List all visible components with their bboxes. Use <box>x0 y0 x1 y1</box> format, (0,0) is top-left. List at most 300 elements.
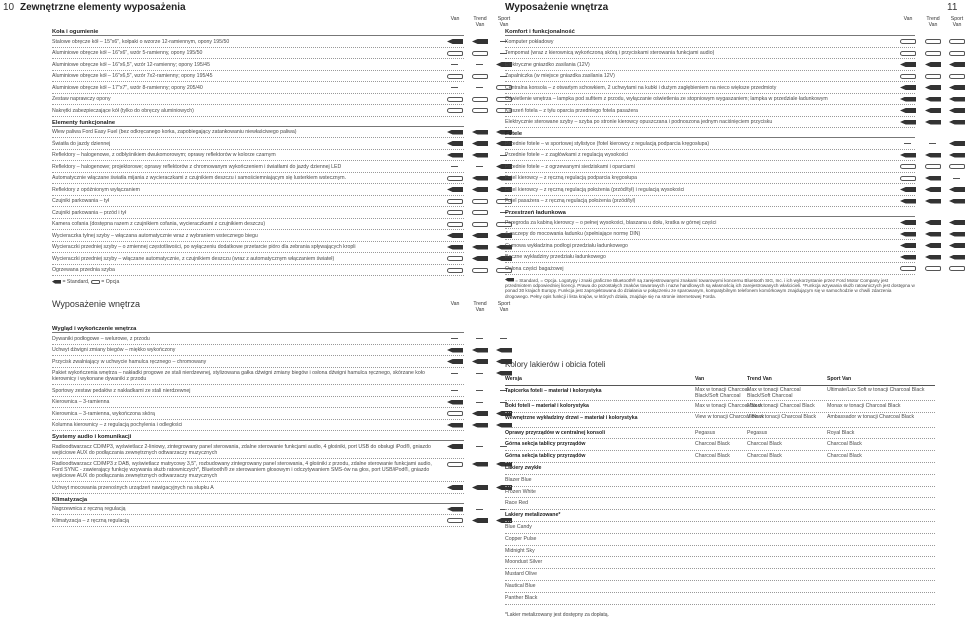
standard-icon <box>472 462 488 467</box>
option-icon <box>900 176 916 181</box>
column-header: Van <box>450 16 460 22</box>
standard-icon <box>52 280 61 284</box>
feature-row <box>52 265 464 277</box>
standard-icon <box>472 423 488 428</box>
colors-row <box>505 386 935 401</box>
standard-icon <box>925 153 941 158</box>
feature-label: Wycieraczki przedniej szyby – o zmiennej częstotliwości, po wyłączeniu dodatkowe przetarcie pióro dla zebrania spływających kropli <box>52 244 356 250</box>
not-available-icon <box>929 143 936 144</box>
colors-cell: Pegasus <box>695 429 716 436</box>
standard-icon <box>949 97 965 102</box>
feature-row <box>52 150 464 162</box>
colors-cell: Midnight Sky <box>505 547 535 554</box>
feature-label: Komputer pokładowy <box>505 38 554 45</box>
colors-cell: Charcoal Black <box>747 441 782 448</box>
feature-row <box>505 105 915 117</box>
colors-cell: Sport Van <box>827 376 852 382</box>
feature-row <box>52 253 464 265</box>
section-title: Fotele <box>505 128 915 138</box>
feature-label: Reflektory – halogenowe; projektorowe; oprawy reflektorów z chromowanym wykończeniem i światłami do jazdy dziennej LED <box>52 163 342 170</box>
legal-note <box>505 275 915 300</box>
feature-label: Automatycznie włączane światła mijania z wycieraczkami z czujnikiem deszczu i samościemniającym się lusterkiem wstecznym. <box>52 175 347 181</box>
standard-icon <box>949 199 965 204</box>
option-icon <box>472 210 488 215</box>
legal-note-text: = Standard, = Opcja. Logotypy i znaki graficzne Bluetooth® są zarejestrowanymi znakami towarowymi koncernu Bluetooth SIG, Inc. i ich wykorzystanie przez Ford Motor Company jest przedmiotem odpowiedniej licencji. Prawa do pozostałych znaków towarowych i nazw handlowych są własnością ich zarejestrowanych właścicieli. *Funkcja wzywania służb ratowniczych jest dostępna w ponad 30 krajach Europy. Funkcja jest zaprojektowana do działania w połączeniu ze sparowanym, kompatybilnym telefonem komórkowym znajdującym się w samochodzie w chwili zdarzenia drogowego. Pełny opis funkcji i lista krajów, w których działa, znajduje się na stronie internetowej Forda. <box>505 277 915 299</box>
standard-icon <box>949 62 965 67</box>
feature-row <box>505 252 915 264</box>
feature-row <box>52 196 464 208</box>
colors-cell: Max w tonacji Charcoal Black <box>695 402 763 409</box>
feature-label: Zapalniczka (w miejsce gniazdka zasilania 12V) <box>505 73 615 79</box>
feature-label: Boczne wykładziny przedziału ładunkowego <box>505 254 606 260</box>
feature-label: Wycieraczki przedniej szyby – włączane automatycznie, z czujnikiem deszczu (wraz z automatycznym włączaniem świateł) <box>52 255 335 262</box>
feature-row <box>52 59 464 71</box>
option-icon <box>900 39 916 44</box>
feature-row <box>52 459 464 483</box>
feature-label: Czujniki parkowania – tył <box>52 198 110 204</box>
feature-row <box>505 150 915 162</box>
not-available-icon <box>476 373 483 374</box>
option-icon <box>925 164 941 169</box>
standard-icon <box>472 348 488 353</box>
feature-label: Światła do jazdy dziennej <box>52 140 111 147</box>
colors-row <box>505 581 935 593</box>
standard-icon <box>925 255 941 260</box>
feature-label: Ogrzewana przednia szyba <box>52 267 115 273</box>
not-available-icon <box>476 64 483 65</box>
option-icon <box>949 39 965 44</box>
colors-row <box>505 451 935 463</box>
colors-cell: Max w tonacji Charcoal Black/Soft Charcoal <box>695 386 749 399</box>
colors-row <box>505 546 935 558</box>
option-icon <box>447 222 463 227</box>
standard-icon <box>900 85 916 90</box>
option-icon <box>447 176 463 181</box>
feature-label: Elektryczne gniazdko zasilania (12V) <box>505 61 590 68</box>
colors-row <box>505 557 935 569</box>
feature-label: Nagrzewnica z ręczną regulacją <box>52 506 126 512</box>
feature-row <box>52 230 464 242</box>
page-number-right: 11 <box>947 2 958 13</box>
colors-row <box>505 374 935 386</box>
feature-label: Fotel kierowcy – z ręczną regulacją położenia (przód/tył) i regulacją wysokości <box>505 186 685 193</box>
option-icon <box>447 74 463 79</box>
standard-icon <box>925 243 941 248</box>
standard-icon <box>925 97 941 102</box>
not-available-icon <box>451 166 458 167</box>
standard-icon <box>447 39 463 44</box>
option-icon <box>925 51 941 56</box>
feature-row <box>505 59 915 71</box>
column-header: Trend Van <box>473 301 487 313</box>
colors-row <box>505 510 935 522</box>
colors-cell: Race Red <box>505 500 529 507</box>
colors-row <box>505 428 935 440</box>
option-icon <box>900 164 916 169</box>
colors-footnote: *Lakier metalizowany jest dostępny za dopłatą. <box>505 611 609 618</box>
standard-icon <box>925 176 941 181</box>
feature-label: Aluminiowe obręcze kół – 16"x6,5", wzór 7x2-ramienny; opony 195/45 <box>52 73 213 79</box>
option-icon <box>447 210 463 215</box>
feature-label: Przednie fotele – z zagłówkami z regulacją wysokości <box>505 152 629 158</box>
feature-label: Radioodtwarzacz CD/MP3, wyświetlacz 2-liniowy, zintegrowany panel sterowania, zdalne sterowanie funkcjami audio, 4 głośniki, port USB do obsługi iPod®, gniazdo wejściowe AUX do podłączania zewnętrznych odtwarzaczy muzycznych <box>52 443 431 456</box>
feature-row <box>505 173 915 185</box>
feature-row <box>52 504 464 516</box>
standard-icon <box>447 130 463 135</box>
page-title-right: Wyposażenie wnętrza <box>505 2 609 13</box>
standard-icon <box>925 120 941 125</box>
interior-features-table <box>505 16 964 299</box>
feature-label: Dywaniki podłogowe – welurowe, z przodu <box>52 335 150 342</box>
column-header: Sport Van <box>950 16 964 28</box>
colors-row <box>505 522 935 534</box>
feature-label: Elektrycznie sterowane szyby – szyba po stronie kierowcy opuszczana i podnoszona jednym naciśnięciem przycisku <box>505 119 773 125</box>
feature-label: Zestaw naprawczy opony <box>52 96 111 102</box>
colors-cell: Mustard Olive <box>505 571 537 578</box>
option-icon <box>447 51 463 56</box>
feature-label: Reflektory – halogenowe, z odbłyśnikiem dwukomorowym; oprawy reflektorów w kolorze czarnym <box>52 152 276 158</box>
standard-icon <box>949 243 965 248</box>
colors-row <box>505 534 935 546</box>
feature-row <box>505 82 915 94</box>
standard-icon <box>949 220 965 225</box>
feature-label: Centralna konsola – z otwartym schowkiem, 2 uchwytami na kubki i dużym zagłębieniem na nieco większe przedmioty <box>505 84 777 91</box>
column-header: Sport Van <box>497 301 511 313</box>
feature-label: Kieszeń fotela – z tyłu oparcia przedniego fotela pasażera <box>505 107 638 114</box>
feature-label: Czujniki parkowania – przód i tył <box>52 209 127 216</box>
exterior-features-table <box>52 16 511 527</box>
not-available-icon <box>451 390 458 391</box>
option-icon <box>447 108 463 113</box>
standard-icon <box>472 411 488 416</box>
feature-label: Kierownica – 3-ramienna <box>52 399 110 405</box>
feature-row <box>52 242 464 254</box>
option-icon <box>925 74 941 79</box>
feature-row <box>52 173 464 185</box>
standard-icon <box>925 108 941 113</box>
colors-cell: Blazer Blue <box>505 476 532 483</box>
standard-icon <box>900 255 916 260</box>
colors-cell: Wersja <box>505 376 522 382</box>
colors-cell: Van <box>695 376 705 382</box>
section-title: Elementy funkcjonalne <box>52 117 464 127</box>
feature-label: Sportowy zestaw pedałów z nakładkami ze stali nierdzewnej <box>52 387 191 394</box>
standard-icon <box>505 278 514 282</box>
section-title: Wygląd i wykończenie wnętrza <box>52 323 464 333</box>
standard-icon <box>900 120 916 125</box>
standard-icon <box>447 233 463 238</box>
feature-label: Klimatyzacja – z ręczną regulacją <box>52 517 129 524</box>
option-icon <box>472 74 488 79</box>
feature-label: Stalowe obręcze kół – 15"x6", kołpaki o wzorze 12-ramiennym, opony 195/50 <box>52 38 230 45</box>
feature-label: Uchwyt dźwigni zmiany biegów – miękko wykończony <box>52 347 176 353</box>
option-icon <box>472 268 488 273</box>
colors-cell: Górna sekcja tablicy przyrządów <box>505 441 586 448</box>
colors-cell: Nautical Blue <box>505 582 536 589</box>
feature-label: Fotel pasażera – z ręczną regulacją położenia (przód/tył) <box>505 198 636 204</box>
not-available-icon <box>476 446 483 447</box>
colors-cell: View w tonacji Charcoal Black <box>747 413 817 420</box>
feature-label: 4 zaczepy do mocowania ładunku (spełniające normę DIN) <box>505 231 641 237</box>
standard-icon <box>925 220 941 225</box>
feature-label: Reflektory z opóźnionym wyłączaniem <box>52 186 140 193</box>
option-icon <box>447 97 463 102</box>
not-available-icon <box>476 509 483 510</box>
standard-icon <box>447 245 463 250</box>
colors-cell: Monax w tonacji Charcoal Black <box>827 402 901 409</box>
not-available-icon <box>500 338 507 339</box>
standard-icon <box>925 62 941 67</box>
standard-icon <box>472 39 488 44</box>
standard-icon <box>447 485 463 490</box>
option-icon <box>447 199 463 204</box>
standard-icon <box>900 187 916 192</box>
standard-icon <box>900 220 916 225</box>
colors-row <box>505 487 935 499</box>
option-icon <box>949 51 965 56</box>
colors-cell: Pegasus <box>747 429 768 436</box>
standard-icon <box>925 85 941 90</box>
feature-row <box>52 161 464 173</box>
feature-label: Gumowa wykładzina podłogi przedziału ładunkowego <box>505 242 628 249</box>
feature-label: Pakiet wykończenia wnętrza – nakładki progowe ze stali nierdzewnej, stylizowana gałka dźwigni zmiany biegów i osłona dźwigni hamulca ręcznego, skórzane koło kierownicy i wykonane dywaniki z przodu <box>52 370 425 382</box>
feature-label: Oświetlenie wnętrza – lampka pod sufitem z przodu, wyłączanie oświetlenia ze stopniowym wygaszaniem; lampka w przedziale ładunkowym <box>505 96 828 102</box>
option-icon <box>900 74 916 79</box>
feature-row <box>52 105 464 117</box>
feature-label: Przednie fotele – w sportowej stylistyce (fotel kierowcy z regulacją podparcia kręgosłupa) <box>505 140 710 147</box>
colors-cell: Tapicerka foteli – materiał i kolorystyka <box>505 387 602 394</box>
option-icon <box>472 97 488 102</box>
feature-row <box>505 196 915 208</box>
not-available-icon <box>476 338 483 339</box>
feature-row <box>505 263 915 275</box>
feature-row <box>505 94 915 106</box>
not-available-icon <box>451 64 458 65</box>
option-icon <box>949 266 965 271</box>
standard-icon <box>925 232 941 237</box>
feature-row <box>505 117 915 129</box>
page-number-left: 10 <box>3 2 15 13</box>
colors-row <box>505 413 935 428</box>
colors-cell: Charcoal Black <box>827 453 862 460</box>
feature-row <box>52 345 464 357</box>
standard-icon <box>472 485 488 490</box>
feature-label: Tempomat (wraz z kierownicą wykończoną skórą i przyciskami sterowania funkcjami audio) <box>505 50 715 56</box>
feature-row <box>505 229 915 241</box>
option-icon <box>925 266 941 271</box>
feature-row <box>52 71 464 83</box>
colors-cell: Charcoal Black <box>695 441 730 448</box>
colors-row <box>505 439 935 451</box>
option-icon <box>472 108 488 113</box>
standard-icon <box>949 85 965 90</box>
section-title: Koła i ogumienie <box>52 26 464 36</box>
feature-label: Przycisk zwalniający w uchwycie hamulca ręcznego – chromowany <box>52 358 207 365</box>
option-icon <box>949 74 965 79</box>
colors-row <box>505 463 935 475</box>
standard-icon <box>949 120 965 125</box>
colors-title: Kolory lakierów i obicia foteli <box>505 360 606 369</box>
colors-row <box>505 475 935 487</box>
colors-cell: Oprawy przyrządów w centralnej konsoli <box>505 429 606 436</box>
colors-row <box>505 401 935 413</box>
standard-icon <box>900 199 916 204</box>
colors-cell: Charcoal Black <box>747 453 782 460</box>
feature-label: Przegroda za kabiną kierowcy – o pełnej wysokości, blaszana u dołu, kratka w górnej części <box>505 219 717 226</box>
feature-row <box>52 420 464 432</box>
standard-icon <box>447 444 463 449</box>
feature-label: Radioodtwarzacz CD/MP3 z DAB, wyświetlacz matrycowy 3,5", rozbudowany zintegrowany panel sterowania, 4 głośniki z przodu, zdalne sterowanie funkcjami audio, Ford SYNC - zawierający funkcję wzywania służb ratowniczych*, Bluetooth® ze sterowaniem głosowym i odczytywaniem SMS-ów na głos, port USB/iPod®, gniazdo wejściowe AUX do podłączania zewnętrznych odtwarzaczy muzycznych <box>52 461 432 479</box>
colors-cell: Charcoal Black <box>827 441 862 448</box>
standard-icon <box>447 359 463 364</box>
colors-cell: Blue Candy <box>505 523 532 530</box>
feature-label: Aluminiowe obręcze kół – 16"x6,5", wzór 12-ramienny; opony 195/45 <box>52 61 210 68</box>
standard-icon <box>949 108 965 113</box>
colors-cell: View w tonacji Charcoal Black <box>695 413 765 420</box>
standard-icon <box>472 359 488 364</box>
feature-label: Kolumna kierownicy – z regulacją pochylenia i odległości <box>52 422 183 428</box>
standard-icon <box>925 199 941 204</box>
colors-cell: Copper Pulse <box>505 535 537 542</box>
colors-cell: Wewnętrzne wykładziny drzwi – materiał i kolorystyka <box>505 414 638 421</box>
option-icon <box>925 39 941 44</box>
option-icon <box>447 268 463 273</box>
standard-icon <box>900 243 916 248</box>
standard-icon <box>949 255 965 260</box>
feature-row <box>52 397 464 409</box>
feature-row <box>52 482 464 494</box>
standard-icon <box>949 232 965 237</box>
standard-icon <box>447 423 463 428</box>
section-title: Przestrzeń ładunkowa <box>505 207 915 217</box>
not-available-icon <box>953 178 960 179</box>
feature-row <box>52 138 464 150</box>
feature-row <box>505 184 915 196</box>
colors-cell: Frozen White <box>505 488 536 495</box>
feature-label: Osłona części bagażowej <box>505 265 564 272</box>
feature-label: Aluminiowe obręcze kół – 17"x7", wzór 8-ramienny; opony 205/40 <box>52 84 203 91</box>
feature-row <box>52 385 464 397</box>
feature-row <box>52 515 464 527</box>
feature-row <box>505 71 915 83</box>
standard-icon <box>472 256 488 261</box>
colors-cell: Charcoal Black <box>695 453 730 460</box>
feature-row <box>52 441 464 459</box>
standard-icon <box>472 176 488 181</box>
feature-label: Przednie fotele – z ogrzewanymi siedziskami i oparciami <box>505 163 635 170</box>
colors-cell: Lakiery zwykłe <box>505 464 542 471</box>
not-available-icon <box>476 166 483 167</box>
standard-icon <box>472 130 488 135</box>
feature-row <box>505 240 915 252</box>
standard-icon <box>447 400 463 405</box>
standard-icon <box>472 187 488 192</box>
feature-row <box>505 36 915 48</box>
feature-row <box>505 138 915 150</box>
standard-icon <box>447 348 463 353</box>
feature-row <box>52 82 464 94</box>
option-icon <box>91 280 100 284</box>
standard-icon <box>472 518 488 523</box>
standard-icon <box>949 141 965 146</box>
standard-icon <box>447 141 463 146</box>
feature-row <box>52 207 464 219</box>
interior-title: Wyposażenie wnętrza Van Trend Van Sport Van <box>52 299 464 323</box>
colors-cell: Górna sekcja tablicy przyrządów <box>505 453 586 460</box>
column-header: Trend Van <box>473 16 487 28</box>
feature-row <box>52 368 464 386</box>
feature-label: Fotel kierowcy – z ręczną regulacją podparcia kręgosłupa <box>505 175 638 181</box>
feature-label: Kierownica – 3-ramienna, wykończona skórą <box>52 410 155 417</box>
page-title-left: Zewnętrzne elementy wyposażenia <box>20 2 186 13</box>
colors-cell: Max w tonacji Charcoal Black <box>747 402 815 409</box>
feature-row <box>505 217 915 229</box>
not-available-icon <box>476 87 483 88</box>
feature-label: Kamera cofania (dostępna razem z czujnikiem cofania, wycieraczkami z czujnikiem deszczu) <box>52 221 266 227</box>
standard-icon <box>472 245 488 250</box>
feature-row <box>52 184 464 196</box>
feature-row <box>52 408 464 420</box>
option-icon <box>447 518 463 523</box>
option-icon <box>447 462 463 467</box>
option-icon <box>447 256 463 261</box>
not-available-icon <box>476 402 483 403</box>
not-available-icon <box>451 338 458 339</box>
standard-icon <box>925 187 941 192</box>
colors-cell: Lakiery metalizowane* <box>505 512 561 519</box>
feature-row <box>52 356 464 368</box>
feature-label: Uchwyt mocowania przenośnych urządzeń nawigacyjnych na słupku A <box>52 484 214 491</box>
feature-row <box>505 48 915 60</box>
colors-table <box>505 360 935 618</box>
not-available-icon <box>451 87 458 88</box>
feature-label: Nakrętki zabezpieczające kół (tylko do obręczy aluminiowych) <box>52 107 194 114</box>
colors-cell: Moondust Silver <box>505 559 543 566</box>
column-header: Trend Van <box>926 16 940 28</box>
feature-row <box>52 219 464 231</box>
standard-icon <box>472 141 488 146</box>
standard-icon <box>949 187 965 192</box>
standard-icon <box>900 97 916 102</box>
not-available-icon <box>904 143 911 144</box>
not-available-icon <box>476 390 483 391</box>
option-icon <box>472 199 488 204</box>
colors-row <box>505 498 935 510</box>
option-icon <box>472 222 488 227</box>
colors-cell: Ambassador w tonacji Charcoal Black <box>827 413 915 420</box>
standard-icon <box>900 232 916 237</box>
colors-cell: Panther Black <box>505 594 538 601</box>
colors-cell: Trend Van <box>747 376 772 382</box>
option-icon <box>949 164 965 169</box>
section-title: Komfort i funkcjonalność <box>505 26 915 36</box>
option-icon <box>900 51 916 56</box>
option-icon <box>900 266 916 271</box>
standard-icon <box>472 233 488 238</box>
section-title: Klimatyzacja <box>52 494 464 504</box>
feature-label: Aluminiowe obręcze kół – 16"x6", wzór 5-ramienny, opony 195/50 <box>52 50 203 56</box>
standard-icon <box>447 187 463 192</box>
standard-icon <box>496 348 512 353</box>
standard-icon <box>949 153 965 158</box>
standard-icon <box>900 153 916 158</box>
feature-label: Wycieraczka tylnej szyby – włączana automatycznie wraz z wybraniem wstecznego biegu <box>52 232 258 239</box>
feature-row <box>52 36 464 48</box>
feature-row <box>52 94 464 106</box>
colors-row <box>505 569 935 581</box>
section-title: Systemy audio i komunikacji <box>52 431 464 441</box>
standard-icon <box>447 507 463 512</box>
